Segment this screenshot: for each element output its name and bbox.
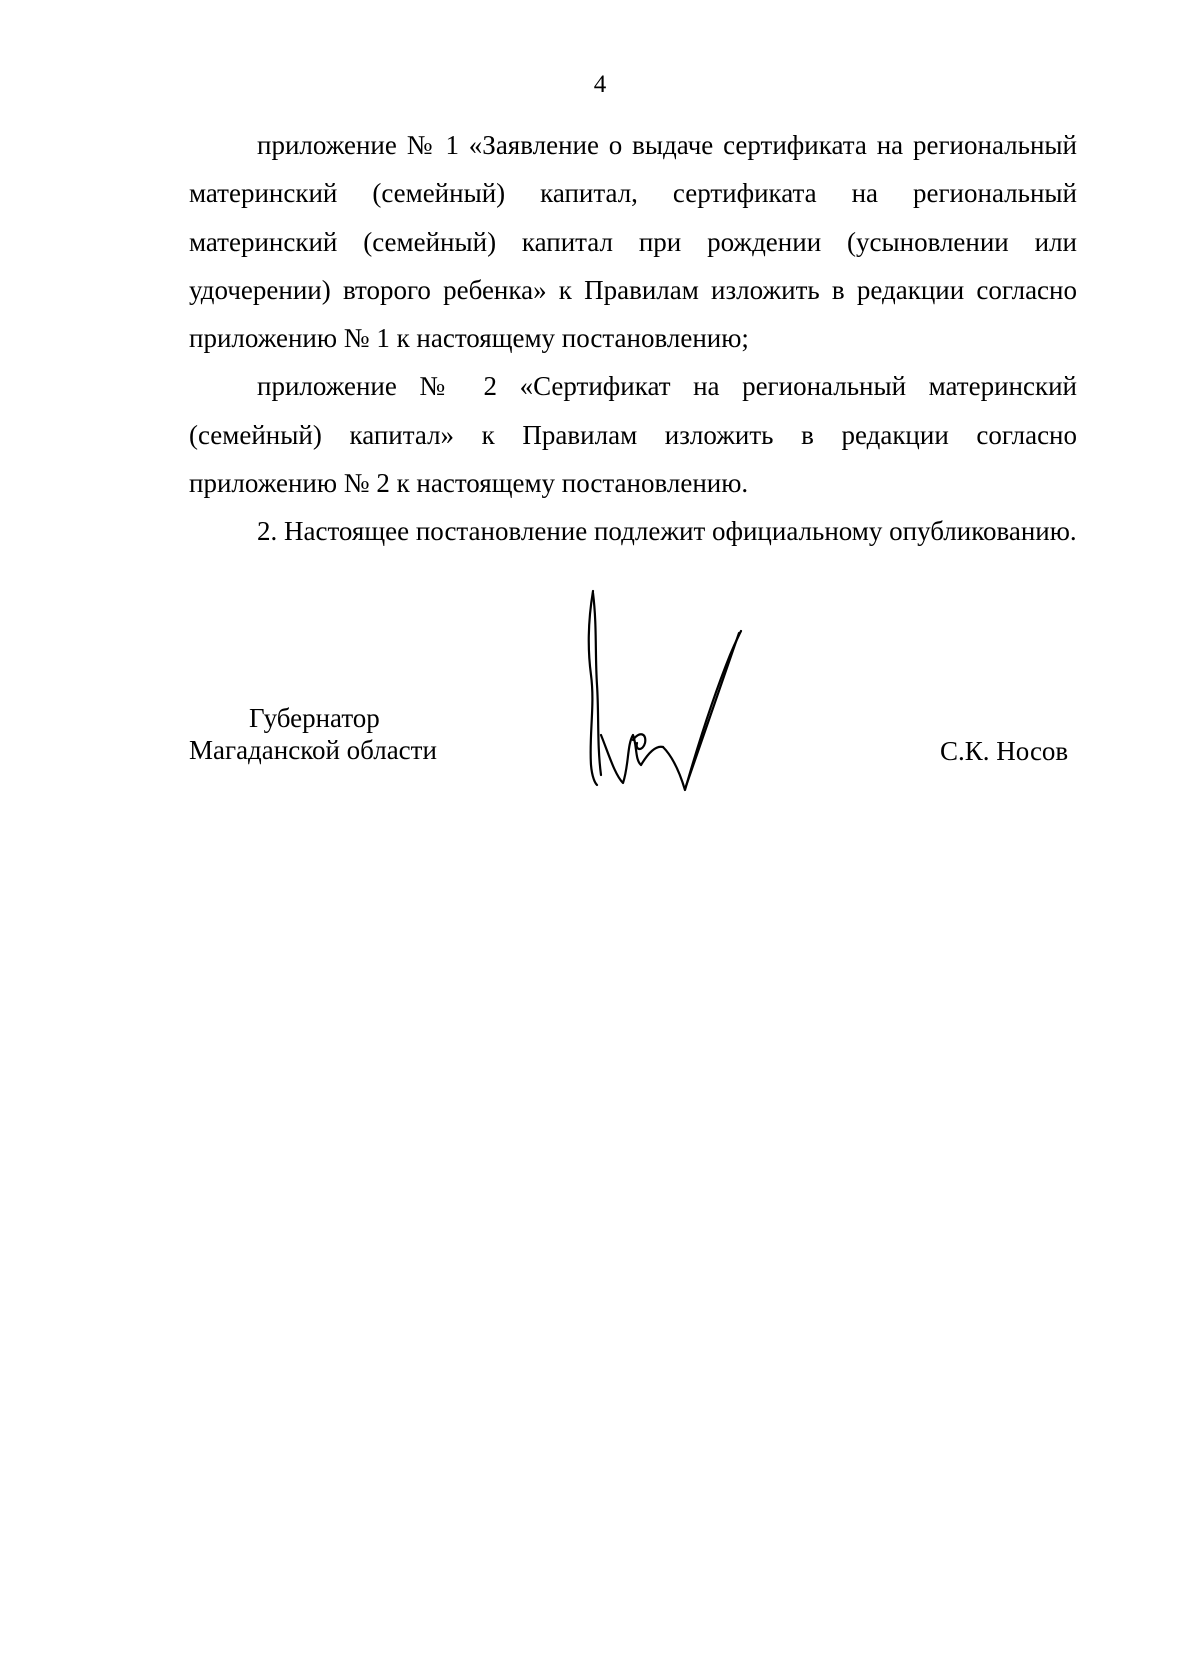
paragraph-appendix-2: приложение № 2 «Сертификат на региональный материнский (семейный) капитал» к Правилам изложить в редакции согласно приложению № 2 к настоящему постановлению. xyxy=(189,371,1077,499)
signatory-region: Магаданской области xyxy=(189,735,437,765)
page-number: 4 xyxy=(593,71,607,98)
document-body xyxy=(189,121,1077,556)
paragraph-appendix-1: приложение № 1 «Заявление о выдаче сертификата на региональный материнский (семейный) капитал, сертификата на региональный материнский (семейный) капитал при рождении (усыновлении или удочерении) второго ребенка» к Правилам изложить в редакции согласно приложению № 1 к настоящему постановлению; xyxy=(189,130,1077,354)
signatory-position: Губернатор xyxy=(249,703,380,733)
signatory-name: С.К. Носов xyxy=(940,736,1069,766)
signatory-title xyxy=(189,702,437,766)
handwritten-signature-icon xyxy=(575,585,765,795)
paragraph-publication: 2. Настоящее постановление подлежит официальному опубликованию. xyxy=(257,516,1077,547)
